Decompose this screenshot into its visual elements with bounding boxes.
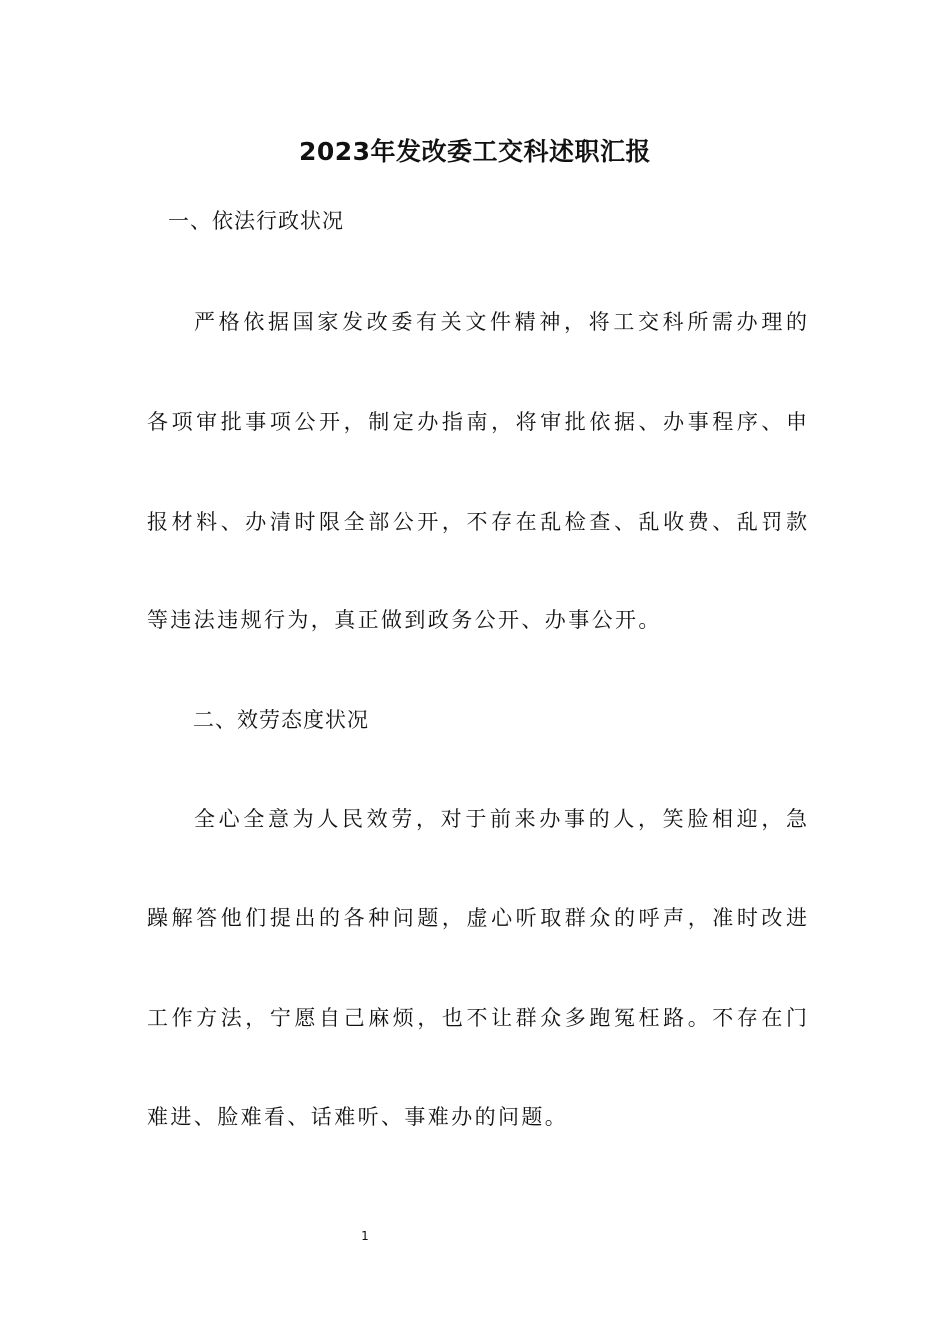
paragraph-line: 严格依据国家发改委有关文件精神，将工交科所需办理的 bbox=[194, 310, 807, 334]
paragraph-line: 报材料、办清时限全部公开，不存在乱检查、乱收费、乱罚款 bbox=[147, 510, 807, 534]
paragraph-line: 各项审批事项公开，制定办指南，将审批依据、办事程序、申 bbox=[147, 410, 807, 434]
paragraph-line: 难进、脸难看、话难听、事难办的问题。 bbox=[147, 1105, 569, 1129]
page-number: 1 bbox=[361, 1229, 369, 1243]
section-heading: 一、依法行政状况 bbox=[168, 209, 344, 233]
paragraph-line: 全心全意为人民效劳，对于前来办事的人，笑脸相迎，急 bbox=[194, 807, 807, 831]
paragraph-line: 躁解答他们提出的各种问题，虚心听取群众的呼声，准时改进 bbox=[147, 906, 807, 930]
paragraph-line: 等违法违规行为，真正做到政务公开、办事公开。 bbox=[147, 608, 662, 632]
section-heading: 二、效劳态度状况 bbox=[193, 708, 369, 732]
paragraph-line: 工作方法，宁愿自己麻烦，也不让群众多跑冤枉路。不存在门 bbox=[147, 1006, 807, 1030]
document-title: 2023年发改委工交科述职汇报 bbox=[298, 137, 652, 166]
